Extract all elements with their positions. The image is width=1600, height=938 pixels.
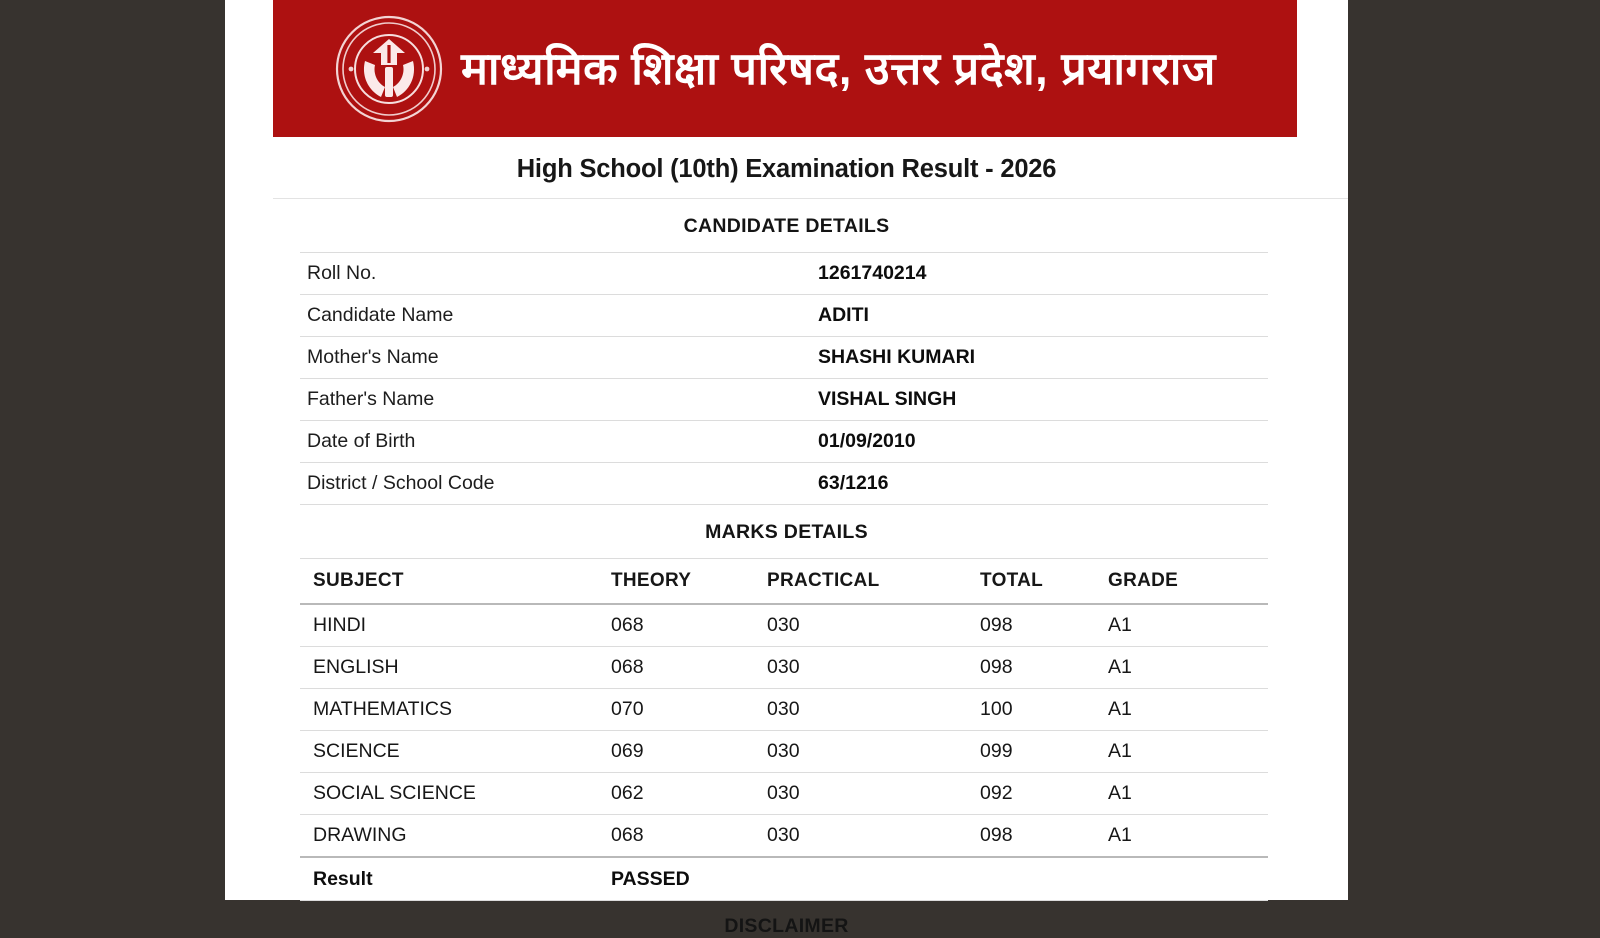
cell-subject: SOCIAL SCIENCE [313, 782, 476, 804]
cell-total: 092 [980, 782, 1013, 804]
table-row [225, 421, 1348, 462]
cell-practical: 030 [767, 614, 800, 636]
exam-title: High School (10th) Examination Result - 2026 [516, 155, 1057, 183]
detail-value: ADITI [818, 304, 869, 326]
result-label: Result [313, 868, 373, 890]
marks-details-heading: MARKS DETAILS [705, 521, 868, 543]
table-row [225, 773, 1348, 814]
result-document-page [225, 0, 1348, 937]
detail-value: SHASHI KUMARI [818, 346, 976, 368]
column-header-practical: PRACTICAL [767, 570, 880, 591]
marks-details-table [225, 559, 1348, 901]
cell-total: 098 [980, 824, 1013, 846]
column-header-grade: GRADE [1108, 570, 1179, 591]
table-row [225, 689, 1348, 730]
table-row [225, 295, 1348, 336]
column-header-subject: SUBJECT [313, 570, 404, 591]
cell-grade: A1 [1108, 740, 1132, 762]
letterbox-right [1348, 0, 1600, 900]
detail-label: Date of Birth [307, 430, 416, 452]
cell-practical: 030 [767, 740, 800, 762]
cell-subject: DRAWING [313, 824, 407, 846]
cell-theory: 062 [611, 782, 644, 804]
detail-label: Father's Name [307, 388, 435, 410]
detail-label: Candidate Name [307, 304, 454, 326]
cell-theory: 069 [611, 740, 644, 762]
detail-label: Roll No. [307, 262, 377, 284]
table-row [225, 731, 1348, 772]
table-row [225, 605, 1348, 646]
cell-theory: 068 [611, 656, 644, 678]
cell-subject: MATHEMATICS [313, 698, 453, 720]
cell-practical: 030 [767, 824, 800, 846]
detail-value: 63/1216 [818, 472, 889, 494]
cell-total: 098 [980, 614, 1013, 636]
result-body [225, 137, 1348, 938]
detail-value: 01/09/2010 [818, 430, 916, 452]
table-row [225, 379, 1348, 420]
column-header-theory: THEORY [611, 570, 692, 591]
cell-theory: 068 [611, 824, 644, 846]
cell-theory: 070 [611, 698, 644, 720]
board-header-banner [273, 0, 1297, 137]
disclaimer-heading: DISCLAIMER [724, 915, 849, 937]
column-header-total: TOTAL [980, 570, 1044, 591]
cell-total: 100 [980, 698, 1013, 720]
table-row [225, 815, 1348, 856]
cell-practical: 030 [767, 782, 800, 804]
cell-grade: A1 [1108, 656, 1132, 678]
table-row [225, 463, 1348, 504]
up-board-seal-icon [335, 15, 443, 123]
result-value: PASSED [611, 868, 690, 890]
cell-subject: ENGLISH [313, 656, 399, 678]
detail-value: 1261740214 [818, 262, 927, 284]
cell-theory: 068 [611, 614, 644, 636]
cell-total: 099 [980, 740, 1013, 762]
table-row [225, 647, 1348, 688]
detail-label: District / School Code [307, 472, 495, 494]
cell-practical: 030 [767, 656, 800, 678]
cell-grade: A1 [1108, 782, 1132, 804]
cell-practical: 030 [767, 698, 800, 720]
table-header-row [225, 559, 1348, 603]
cell-total: 098 [980, 656, 1013, 678]
cell-grade: A1 [1108, 614, 1132, 636]
table-row [225, 337, 1348, 378]
letterbox-left [0, 0, 225, 900]
cell-subject: HINDI [313, 614, 367, 636]
detail-value: VISHAL SINGH [818, 388, 957, 410]
cell-grade: A1 [1108, 698, 1132, 720]
cell-grade: A1 [1108, 824, 1132, 846]
cell-subject: SCIENCE [313, 740, 400, 762]
candidate-details-table [225, 253, 1348, 505]
detail-label: Mother's Name [307, 346, 439, 368]
result-row [225, 858, 1348, 900]
board-name-title: माध्यमिक शिक्षा परिषद, उत्तर प्रदेश, प्रयागराज [461, 42, 1216, 94]
candidate-details-heading: CANDIDATE DETAILS [683, 215, 890, 237]
table-row [225, 253, 1348, 294]
